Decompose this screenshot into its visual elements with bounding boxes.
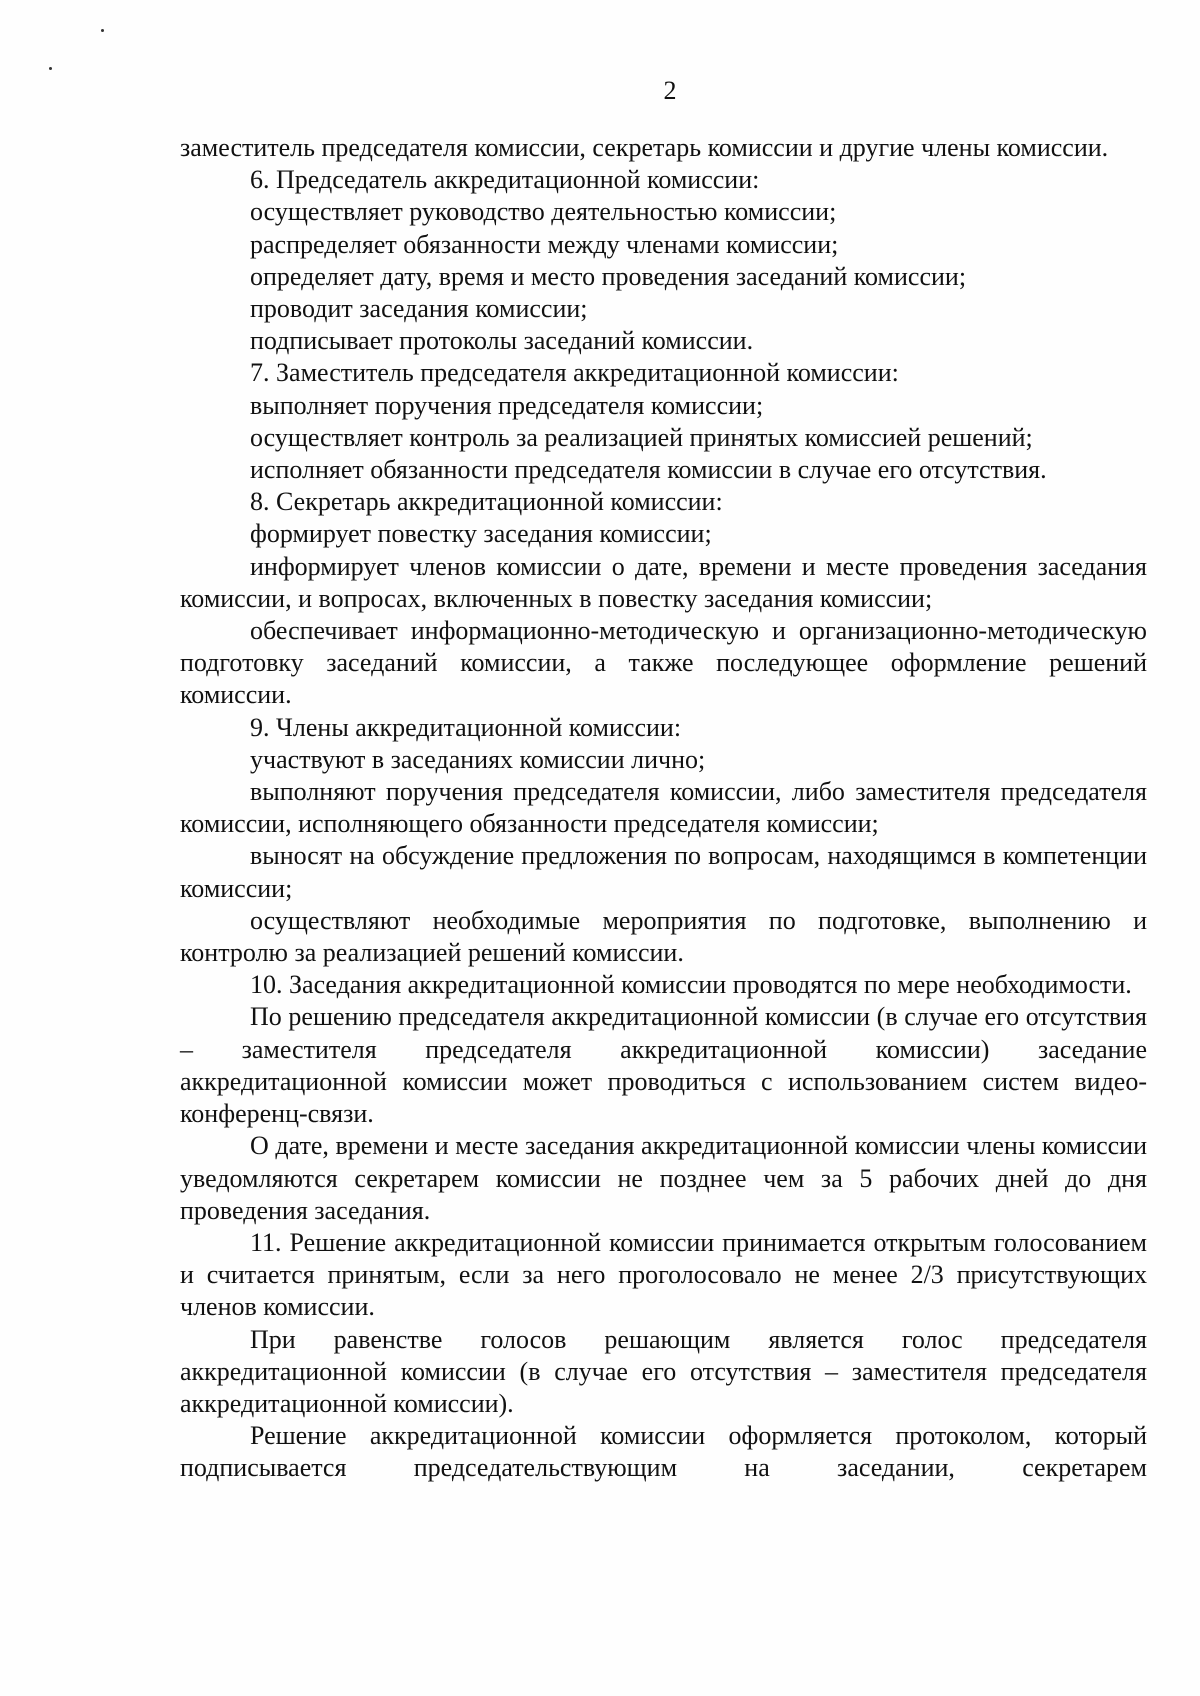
paragraph: выполняет поручения председателя комиссии;: [250, 390, 764, 420]
paragraph: О дате, времени и месте заседания аккредитационной комиссии члены комиссии уведомляются секретарем комиссии не позднее чем за 5 рабочих дней до дня проведения заседания.: [180, 1131, 1147, 1225]
paragraph: Решение аккредитационной комиссии оформляется протоколом, который подписывается председательствующим на заседании, секретарем: [180, 1421, 1147, 1483]
paragraph: определяет дату, время и место проведения заседаний комиссии;: [250, 261, 967, 291]
paragraph: 10. Заседания аккредитационной комиссии проводятся по мере необходимости.: [250, 970, 1132, 1000]
scan-speck: [101, 29, 104, 32]
paragraph: 11. Решение аккредитационной комиссии принимается открытым голосованием и считается принятым, если за него проголосовало не менее 2/3 присутствующих членов комиссии.: [180, 1227, 1147, 1322]
paragraph: информирует членов комиссии о дате, времени и месте проведения заседания комиссии, и вопросах, включенных в повестку заседания комиссии;: [180, 551, 1147, 613]
paragraph: 8. Секретарь аккредитационной комиссии:: [250, 487, 723, 517]
paragraph: выполняют поручения председателя комиссии, либо заместителя председателя комиссии, исполняющего обязанности председателя комиссии;: [180, 777, 1147, 839]
paragraph: обеспечивает информационно-методическую и организационно-методическую подготовку заседаний комиссии, а также последующее оформление решений комиссии.: [180, 616, 1147, 710]
paragraph: участвуют в заседаниях комиссии лично;: [250, 744, 706, 774]
paragraph: При равенстве голосов решающим является голос председателя аккредитационной комиссии (в случае его отсутствия – заместителя председателя аккредитационной комиссии).: [180, 1324, 1147, 1418]
paragraph: осуществляет контроль за реализацией принятых комиссией решений;: [250, 422, 1033, 452]
paragraph: выносят на обсуждение предложения по вопросам, находящимся в компетенции комиссии;: [180, 841, 1147, 903]
paragraph: подписывает протоколы заседаний комиссии.: [250, 326, 754, 356]
paragraph: проводит заседания комиссии;: [250, 294, 588, 324]
document-body: [180, 132, 1147, 1485]
paragraph: заместитель председателя комиссии, секретарь комиссии и другие члены комиссии.: [180, 133, 1109, 162]
paragraph: формирует повестку заседания комиссии;: [250, 519, 712, 549]
paragraph: 6. Председатель аккредитационной комиссии:: [250, 165, 760, 195]
scan-speck: [49, 67, 52, 70]
paragraph: исполняет обязанности председателя комиссии в случае его отсутствия.: [250, 455, 1047, 485]
paragraph: По решению председателя аккредитационной комиссии (в случае его отсутствия – заместителя председателя аккредитационной комиссии) заседание аккредитационной комиссии может проводиться с использованием систем видео-конференц-связи.: [180, 1002, 1147, 1129]
paragraph: осуществляет руководство деятельностью комиссии;: [250, 197, 837, 227]
page-number: 2: [663, 76, 677, 105]
paragraph: распределяет обязанности между членами комиссии;: [250, 229, 839, 259]
paragraph: 7. Заместитель председателя аккредитационной комиссии:: [250, 358, 899, 388]
paragraph: 9. Члены аккредитационной комиссии:: [250, 712, 682, 742]
paragraph: осуществляют необходимые мероприятия по подготовке, выполнению и контролю за реализацией решений комиссии.: [180, 905, 1147, 968]
